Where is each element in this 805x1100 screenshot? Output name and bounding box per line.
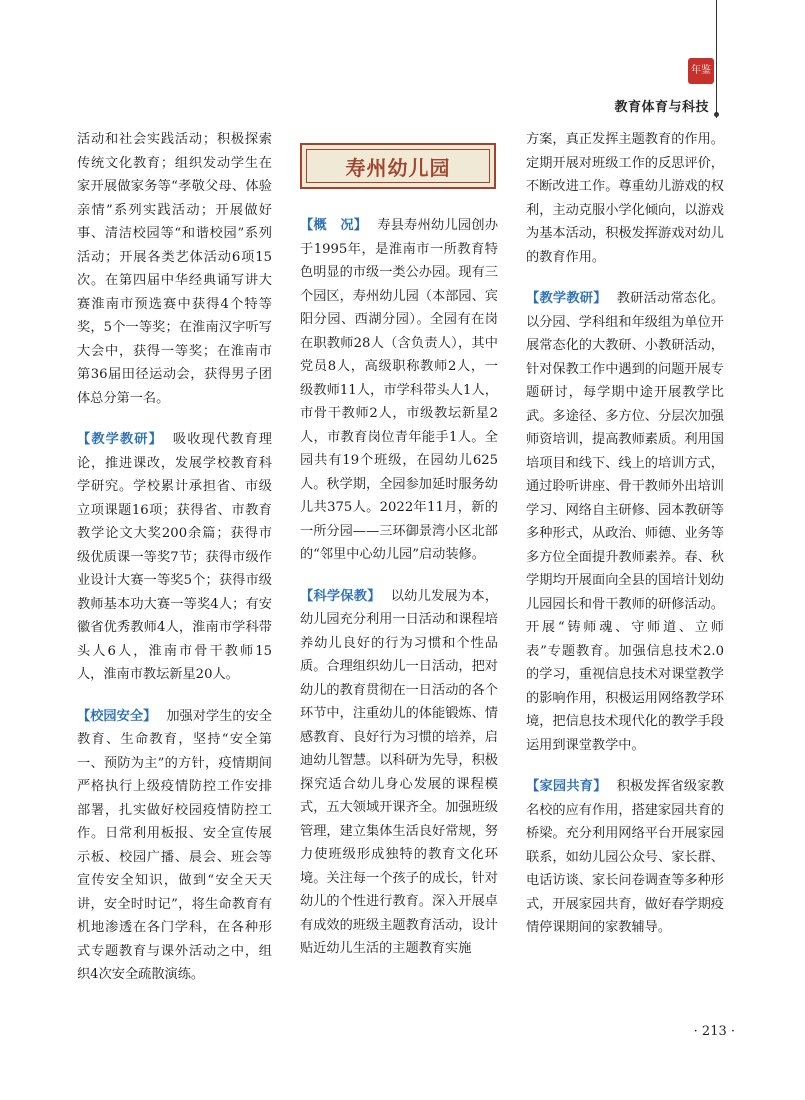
paragraph-text: 加强对学生的安全教育、生命教育，坚持“安全第一、预防为主”的方针，疫情期间严格执行上级疫情防控工作安排部署，扎实做好校园疫情防控工作。日常利用板报、安全宣传展示板、校园广播、晨会、班会等宣传安全知识，做到“安全天天讲，安全时时记”，将生命教育有机地渗透在各门学科，在各种形式专题教育与课外活动之中，组织4次安全疏散演练。: [77, 708, 273, 982]
header-rule: [716, 0, 717, 118]
school-title-box: [300, 143, 496, 189]
paragraph-continued: 活动和社会实践活动；积极探索传统文化教育；组织发动学生在家开展做家务等“孝敬父母、体验亲情”系列实践活动；开展做好事、清洁校园等“和谐校园”系列活动；开展各类艺体活动6项15次。在第四届中华经典诵写讲大赛淮南市预选赛中获得4个特等奖，5个一等奖；在淮南汉字听写大会中，获得一等奖；在淮南市第36届田径运动会，获得男子团体总分第一名。: [77, 132, 272, 406]
paragraph-teaching: [526, 287, 724, 757]
column-2: [300, 214, 498, 979]
paragraph-continued: 方案，真正发挥主题教育的作用。定期开展对班级工作的反思评价，不断改进工作。尊重幼儿游戏的权利，主动克服小学化倾向，以游戏为基本活动，积极发挥游戏对幼儿的教育作用。: [526, 132, 724, 265]
school-title: 寿州幼儿园: [345, 155, 451, 180]
paragraph-overview: [300, 214, 498, 567]
paragraph-text: 吸收现代教育理论，推进课改，发展学校教育科学研究。学校累计承担省、市级立项课题16项；获得省、市教育教学论文大奖200余篇；获得市级优质课一等奖7节；获得市级作业设计大赛一等奖5个；获得市级教师基本功大赛一等奖4人；有安徽省优秀教师4人，淮南市学科带头人6人，淮南市骨干教师15人，淮南市教坛新星20人。: [77, 432, 272, 682]
paragraph-science: [300, 585, 498, 961]
section-tag: 【概 况】: [300, 218, 368, 233]
section-tag: 【科学保教】: [300, 588, 381, 604]
paragraph-text: 教研活动常态化。以分园、学科组和年级组为单位开展常态化的大教研、小教研活动，针对保教工作中遇到的问题开展专题研讨，每学期中途开展教学比武。多途径、多方位、分层次加强师资培训，提高教师素质。利用国培项目和线下、线上的培训方式，通过聆听讲座、骨干教师外出培训学习、网络自主研修、园本教研等多种形式，从政治、师德、业务等多方位全面提升教师素养。春、秋学期均开展面向全县的国培计划幼儿园园长和骨干教师的研修活动。开展“铸师魂、守师道、立师表”专题教育。加强信息技术2.0的学习，重视信息技术对课堂教学的影响作用，积极运用网络教学环境，把信息技术现代化的教学手段运用到课堂教学中。: [526, 291, 725, 753]
paragraph-home: [526, 775, 724, 940]
section-tag: 【教学教研】: [526, 291, 607, 306]
paragraph-safety: [77, 705, 272, 987]
yearbook-seal-icon: 年鉴: [688, 58, 714, 84]
page-number: · 213 ·: [693, 1024, 735, 1039]
header-rule-dot: [714, 112, 719, 117]
paragraph-text: 积极发挥省级家教名校的应有作用，搭建家园共育的桥梁。充分利用网络平台开展家园联系，如幼儿园公众号、家长群、电话访谈、家长问卷调查等多种形式，开展家园共育，做好春学期疫情停课期间的家教辅导。: [526, 779, 725, 935]
column-1: [77, 128, 272, 1005]
section-tag: 【家园共育】: [526, 779, 607, 794]
column-3: [526, 128, 724, 958]
paragraph-teaching: [77, 428, 272, 687]
paragraph-text: 寿县寿州幼儿园创办于1995年，是淮南市一所教育特色明显的市级一类公办园。现有三个园区，寿州幼儿园（本部园、宾阳分园、西湖分园）。全园有在岗在职教师28人（含负责人），其中党员8人，高级职称教师2人，一级教师11人，市学科带头人1人，市骨干教师2人，市级教坛新星2人，市教育岗位青年能手1人。全园共有19个班级，在园幼儿625人。秋学期，全园参加延时服务幼儿共375人。2022年11月，新的一所分园——三环御景湾小区北部的“邻里中心幼儿园”启动装修。: [300, 218, 499, 562]
section-tag: 【教学教研】: [77, 432, 163, 447]
paragraph-text: 以幼儿发展为本，幼儿园充分利用一日活动和课程培养幼儿良好的行为习惯和个性品质。合理组织幼儿一日活动，把对幼儿的教育贯彻在一日活动的各个环节中，注重幼儿的体能锻炼、情感教育、良好行为习惯的培养，启迪幼儿智慧。以科研为先导，积极探究适合幼儿身心发展的课程模式，五大领域开课齐全。加强班级管理，建立集体生活良好常规，努力使班级形成独特的教育文化环境。关注每一个孩子的成长，针对幼儿的个性进行教育。深入开展卓有成效的班级主题教育活动，设计贴近幼儿生活的主题教育实施: [300, 588, 499, 956]
section-label: 教育体育与科技: [614, 100, 709, 115]
section-tag: 【校园安全】: [77, 708, 157, 724]
